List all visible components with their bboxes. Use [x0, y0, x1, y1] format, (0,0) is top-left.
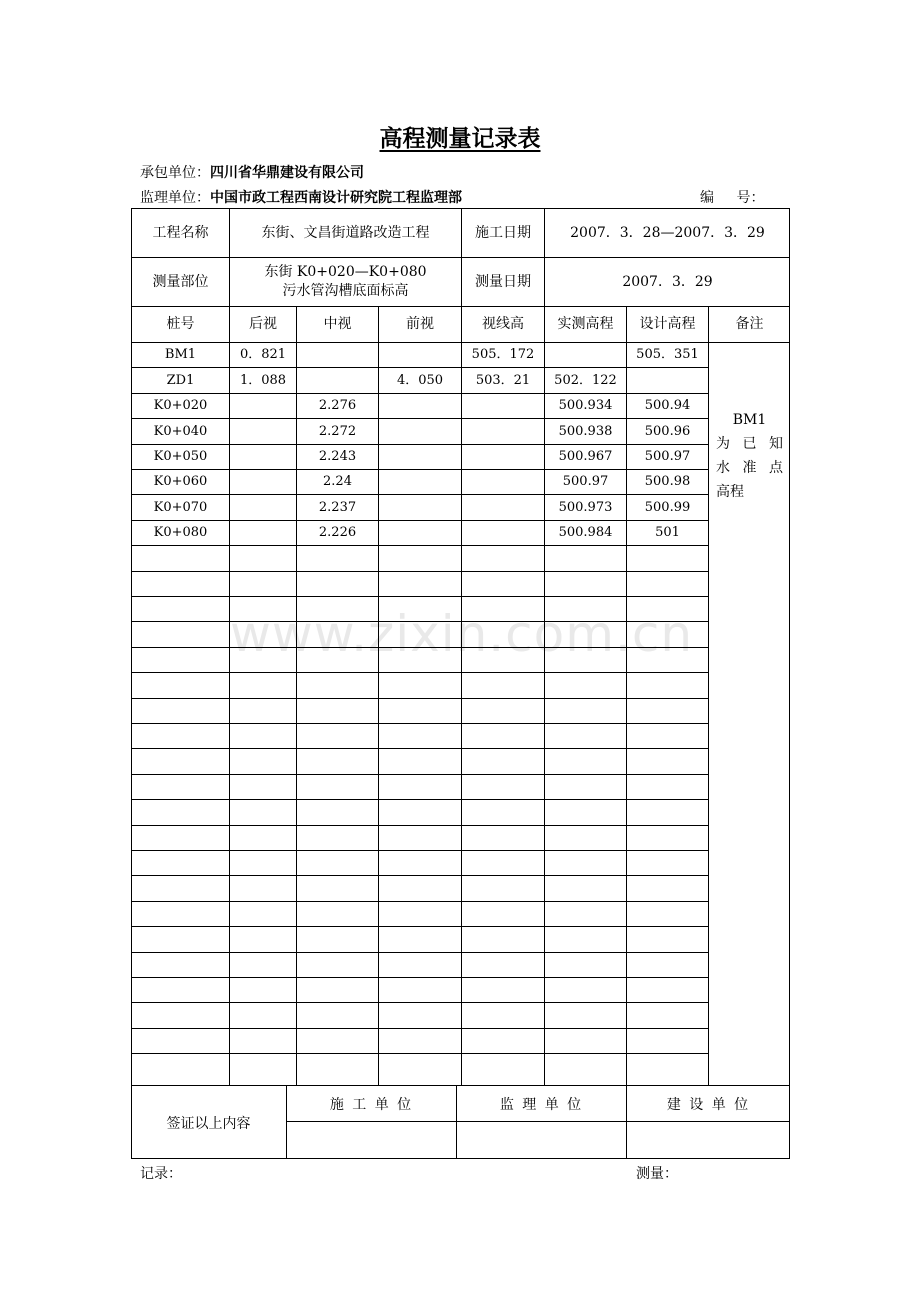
- survey-date-label: 测量日期: [461, 257, 544, 306]
- table-cell-measured-elev: [544, 571, 626, 596]
- table-cell-instrument-height: [461, 621, 544, 646]
- table-cell-instrument-height: [461, 418, 544, 443]
- table-cell-intermediate: [296, 799, 378, 824]
- table-cell-measured-elev: [544, 977, 626, 1002]
- record-label: 记录：: [140, 1166, 182, 1182]
- table-cell-instrument-height: [461, 748, 544, 773]
- table-cell-instrument-height: [461, 825, 544, 850]
- table-cell-backsight: [229, 901, 296, 926]
- table-cell-intermediate: [296, 672, 378, 697]
- table-cell-foresight: [378, 520, 461, 545]
- location-line1: 东街 K0+020—K0+080: [264, 264, 427, 281]
- table-cell-intermediate: [296, 647, 378, 672]
- table-cell-measured-elev: [544, 825, 626, 850]
- table-cell-foresight: [378, 469, 461, 494]
- table-cell-measured-elev: [544, 647, 626, 672]
- table-cell-intermediate: [296, 952, 378, 977]
- table-cell-foresight: [378, 647, 461, 672]
- table-cell-design-elev: [626, 748, 708, 773]
- table-cell-foresight: [378, 1053, 461, 1086]
- col-header-remark: 备注: [708, 306, 790, 342]
- table-cell-station: [131, 977, 229, 1002]
- table-cell-measured-elev: [544, 850, 626, 875]
- table-cell-instrument-height: [461, 698, 544, 723]
- table-cell-foresight: [378, 825, 461, 850]
- table-cell-intermediate: [296, 774, 378, 799]
- table-cell-backsight: [229, 952, 296, 977]
- table-cell-design-elev: [626, 1028, 708, 1053]
- table-cell-measured-elev: [544, 596, 626, 621]
- table-cell-station: K0+070: [131, 494, 229, 519]
- table-cell-intermediate: [296, 342, 378, 367]
- sign-unit-owner: 建 设 单 位: [626, 1085, 790, 1122]
- table-cell-design-elev: [626, 647, 708, 672]
- table-cell-intermediate: [296, 367, 378, 392]
- table-cell-instrument-height: [461, 571, 544, 596]
- col-header-foresight: 前视: [378, 306, 461, 342]
- table-cell-foresight: [378, 748, 461, 773]
- table-cell-station: [131, 825, 229, 850]
- table-cell-design-elev: [626, 952, 708, 977]
- table-cell-foresight: [378, 698, 461, 723]
- remark-line4: 高程: [716, 484, 744, 500]
- table-cell-instrument-height: [461, 977, 544, 1002]
- table-cell-design-elev: [626, 825, 708, 850]
- col-header-backsight: 后视: [229, 306, 296, 342]
- table-cell-intermediate: [296, 545, 378, 570]
- table-cell-design-elev: [626, 723, 708, 748]
- table-cell-design-elev: 505．351: [626, 342, 708, 367]
- table-cell-measured-elev: [544, 952, 626, 977]
- table-cell-measured-elev: 500.97: [544, 469, 626, 494]
- table-cell-station: K0+020: [131, 393, 229, 418]
- table-cell-instrument-height: [461, 393, 544, 418]
- table-cell-foresight: [378, 1028, 461, 1053]
- table-cell-instrument-height: [461, 774, 544, 799]
- table-cell-foresight: [378, 952, 461, 977]
- table-cell-instrument-height: [461, 1053, 544, 1086]
- table-cell-foresight: [378, 850, 461, 875]
- table-cell-foresight: [378, 901, 461, 926]
- table-cell-intermediate: [296, 926, 378, 951]
- project-name-label: 工程名称: [131, 208, 229, 257]
- contractor-value: 四川省华鼎建设有限公司: [210, 165, 364, 181]
- contractor-label: 承包单位：: [140, 165, 210, 181]
- table-cell-measured-elev: 502．122: [544, 367, 626, 392]
- table-cell-station: [131, 672, 229, 697]
- table-cell-intermediate: [296, 698, 378, 723]
- table-cell-intermediate: [296, 1002, 378, 1027]
- location-line2: 污水管沟槽底面标高: [282, 283, 409, 299]
- table-cell-instrument-height: [461, 799, 544, 824]
- table-cell-backsight: [229, 469, 296, 494]
- table-cell-foresight: [378, 596, 461, 621]
- table-cell-instrument-height: [461, 444, 544, 469]
- table-cell-backsight: 0．821: [229, 342, 296, 367]
- table-cell-station: [131, 952, 229, 977]
- table-cell-intermediate: 2.24: [296, 469, 378, 494]
- table-cell-measured-elev: 500.934: [544, 393, 626, 418]
- sign-unit-supervision: 监 理 单 位: [456, 1085, 626, 1122]
- page-title: 高程测量记录表: [379, 125, 541, 152]
- sign-label: 签证以上内容: [131, 1085, 286, 1159]
- table-cell-intermediate: [296, 977, 378, 1002]
- table-cell-intermediate: 2.276: [296, 393, 378, 418]
- table-cell-foresight: [378, 342, 461, 367]
- table-cell-backsight: [229, 571, 296, 596]
- table-cell-station: BM1: [131, 342, 229, 367]
- table-cell-intermediate: [296, 901, 378, 926]
- table-cell-foresight: [378, 545, 461, 570]
- table-cell-backsight: [229, 520, 296, 545]
- table-cell-foresight: [378, 444, 461, 469]
- table-cell-design-elev: [626, 901, 708, 926]
- table-cell-design-elev: [626, 1053, 708, 1086]
- table-cell-intermediate: [296, 748, 378, 773]
- remark-line3: 水准点: [716, 460, 783, 476]
- table-cell-instrument-height: [461, 1028, 544, 1053]
- table-cell-measured-elev: 500.973: [544, 494, 626, 519]
- number-label: 编 号：: [700, 190, 765, 206]
- table-cell-station: K0+080: [131, 520, 229, 545]
- remark-text: [709, 408, 790, 504]
- table-cell-instrument-height: [461, 850, 544, 875]
- table-cell-intermediate: [296, 1028, 378, 1053]
- table-cell-station: [131, 850, 229, 875]
- table-cell-instrument-height: [461, 520, 544, 545]
- table-cell-station: [131, 774, 229, 799]
- table-cell-station: ZD1: [131, 367, 229, 392]
- table-cell-measured-elev: 500.984: [544, 520, 626, 545]
- table-cell-intermediate: [296, 596, 378, 621]
- table-cell-backsight: [229, 545, 296, 570]
- table-cell-design-elev: 500.96: [626, 418, 708, 443]
- table-cell-station: [131, 926, 229, 951]
- table-cell-foresight: [378, 672, 461, 697]
- table-cell-backsight: [229, 774, 296, 799]
- table-cell-design-elev: [626, 698, 708, 723]
- table-cell-foresight: 4．050: [378, 367, 461, 392]
- table-cell-design-elev: [626, 799, 708, 824]
- table-cell-instrument-height: 503．21: [461, 367, 544, 392]
- table-cell-foresight: [378, 799, 461, 824]
- construction-date-value: 2007．3．28—2007．3．29: [544, 208, 790, 257]
- table-cell-backsight: [229, 723, 296, 748]
- sign-box-owner: [626, 1121, 790, 1159]
- table-cell-instrument-height: [461, 952, 544, 977]
- table-cell-foresight: [378, 723, 461, 748]
- table-cell-backsight: 1．088: [229, 367, 296, 392]
- table-cell-backsight: [229, 825, 296, 850]
- table-cell-intermediate: [296, 850, 378, 875]
- table-cell-design-elev: [626, 571, 708, 596]
- table-cell-design-elev: [626, 596, 708, 621]
- table-cell-station: [131, 799, 229, 824]
- table-cell-intermediate: [296, 875, 378, 900]
- table-cell-station: [131, 723, 229, 748]
- col-header-intermediate: 中视: [296, 306, 378, 342]
- table-cell-instrument-height: [461, 545, 544, 570]
- table-cell-backsight: [229, 799, 296, 824]
- table-cell-instrument-height: [461, 926, 544, 951]
- table-cell-station: [131, 571, 229, 596]
- table-cell-instrument-height: [461, 469, 544, 494]
- table-cell-intermediate: 2.237: [296, 494, 378, 519]
- table-cell-instrument-height: 505．172: [461, 342, 544, 367]
- table-cell-station: [131, 1002, 229, 1027]
- table-cell-measured-elev: [544, 672, 626, 697]
- table-cell-backsight: [229, 1053, 296, 1086]
- table-cell-station: [131, 748, 229, 773]
- table-cell-station: [131, 596, 229, 621]
- table-cell-backsight: [229, 926, 296, 951]
- table-cell-backsight: [229, 494, 296, 519]
- col-header-instrument-height: 视线高: [461, 306, 544, 342]
- table-cell-backsight: [229, 1002, 296, 1027]
- table-cell-measured-elev: [544, 1028, 626, 1053]
- location-value: [229, 257, 461, 306]
- table-cell-instrument-height: [461, 596, 544, 621]
- table-cell-measured-elev: [544, 1053, 626, 1086]
- table-cell-measured-elev: [544, 698, 626, 723]
- table-cell-design-elev: [626, 977, 708, 1002]
- col-header-station: 桩号: [131, 306, 229, 342]
- supervisor-label: 监理单位：: [140, 190, 210, 206]
- table-cell-foresight: [378, 621, 461, 646]
- project-name-value: 东街、文昌街道路改造工程: [229, 208, 461, 257]
- table-cell-station: K0+040: [131, 418, 229, 443]
- table-cell-design-elev: [626, 672, 708, 697]
- table-cell-backsight: [229, 977, 296, 1002]
- table-cell-design-elev: [626, 1002, 708, 1027]
- table-cell-foresight: [378, 1002, 461, 1027]
- table-cell-measured-elev: [544, 545, 626, 570]
- survey-date-value: 2007．3．29: [544, 257, 790, 306]
- table-cell-backsight: [229, 418, 296, 443]
- table-cell-intermediate: [296, 723, 378, 748]
- table-cell-backsight: [229, 1028, 296, 1053]
- table-cell-measured-elev: [544, 723, 626, 748]
- table-cell-backsight: [229, 672, 296, 697]
- construction-date-label: 施工日期: [461, 208, 544, 257]
- table-cell-intermediate: 2.243: [296, 444, 378, 469]
- table-cell-backsight: [229, 875, 296, 900]
- table-cell-backsight: [229, 444, 296, 469]
- table-cell-measured-elev: [544, 799, 626, 824]
- table-cell-measured-elev: [544, 901, 626, 926]
- supervisor-value: 中国市政工程西南设计研究院工程监理部: [210, 190, 462, 206]
- table-cell-backsight: [229, 748, 296, 773]
- table-cell-backsight: [229, 850, 296, 875]
- table-cell-instrument-height: [461, 647, 544, 672]
- table-cell-instrument-height: [461, 672, 544, 697]
- table-cell-measured-elev: [544, 926, 626, 951]
- table-cell-design-elev: [626, 545, 708, 570]
- table-cell-instrument-height: [461, 723, 544, 748]
- table-cell-measured-elev: [544, 774, 626, 799]
- table-cell-station: K0+060: [131, 469, 229, 494]
- contractor-line: [140, 162, 364, 182]
- table-cell-instrument-height: [461, 1002, 544, 1027]
- table-cell-measured-elev: 500.967: [544, 444, 626, 469]
- table-cell-foresight: [378, 926, 461, 951]
- table-cell-foresight: [378, 977, 461, 1002]
- sign-unit-construction: 施 工 单 位: [286, 1085, 456, 1122]
- table-cell-foresight: [378, 571, 461, 596]
- table-cell-design-elev: 501: [626, 520, 708, 545]
- table-cell-design-elev: [626, 926, 708, 951]
- table-cell-instrument-height: [461, 901, 544, 926]
- table-cell-instrument-height: [461, 875, 544, 900]
- sign-box-construction: [286, 1121, 456, 1159]
- col-header-measured-elev: 实测高程: [544, 306, 626, 342]
- table-cell-design-elev: [626, 875, 708, 900]
- table-cell-station: [131, 1028, 229, 1053]
- table-cell-intermediate: [296, 571, 378, 596]
- table-cell-station: [131, 647, 229, 672]
- table-cell-design-elev: 500.97: [626, 444, 708, 469]
- table-cell-station: [131, 901, 229, 926]
- table-cell-measured-elev: [544, 875, 626, 900]
- table-cell-design-elev: [626, 850, 708, 875]
- table-cell-backsight: [229, 647, 296, 672]
- table-cell-instrument-height: [461, 494, 544, 519]
- table-cell-station: [131, 698, 229, 723]
- table-cell-design-elev: [626, 621, 708, 646]
- table-cell-design-elev: [626, 774, 708, 799]
- table-cell-design-elev: 500.94: [626, 393, 708, 418]
- table-cell-foresight: [378, 875, 461, 900]
- table-cell-measured-elev: [544, 342, 626, 367]
- table-cell-foresight: [378, 774, 461, 799]
- table-cell-backsight: [229, 596, 296, 621]
- remark-line1: BM1: [732, 412, 767, 428]
- table-cell-design-elev: 500.98: [626, 469, 708, 494]
- table-cell-intermediate: 2.272: [296, 418, 378, 443]
- table-cell-design-elev: [626, 367, 708, 392]
- table-cell-measured-elev: [544, 748, 626, 773]
- remark-line2: 为已知: [716, 436, 783, 452]
- table-cell-measured-elev: [544, 621, 626, 646]
- measure-label: 测量：: [636, 1166, 678, 1182]
- supervisor-line: [140, 187, 462, 207]
- table-cell-measured-elev: [544, 1002, 626, 1027]
- table-cell-intermediate: [296, 621, 378, 646]
- table-cell-station: [131, 875, 229, 900]
- table-cell-intermediate: 2.226: [296, 520, 378, 545]
- table-cell-station: [131, 1053, 229, 1086]
- record-table: [131, 208, 790, 1086]
- table-cell-intermediate: [296, 825, 378, 850]
- table-cell-foresight: [378, 418, 461, 443]
- watermark: www.zixin.com.cn: [230, 605, 694, 663]
- table-cell-foresight: [378, 393, 461, 418]
- location-label: 测量部位: [131, 257, 229, 306]
- table-cell-station: [131, 621, 229, 646]
- table-cell-station: [131, 545, 229, 570]
- table-cell-intermediate: [296, 1053, 378, 1086]
- table-cell-backsight: [229, 393, 296, 418]
- table-cell-foresight: [378, 494, 461, 519]
- col-header-design-elev: 设计高程: [626, 306, 708, 342]
- table-cell-station: K0+050: [131, 444, 229, 469]
- sign-box-supervision: [456, 1121, 626, 1159]
- table-cell-measured-elev: 500.938: [544, 418, 626, 443]
- table-cell-backsight: [229, 621, 296, 646]
- table-cell-backsight: [229, 698, 296, 723]
- table-cell-design-elev: 500.99: [626, 494, 708, 519]
